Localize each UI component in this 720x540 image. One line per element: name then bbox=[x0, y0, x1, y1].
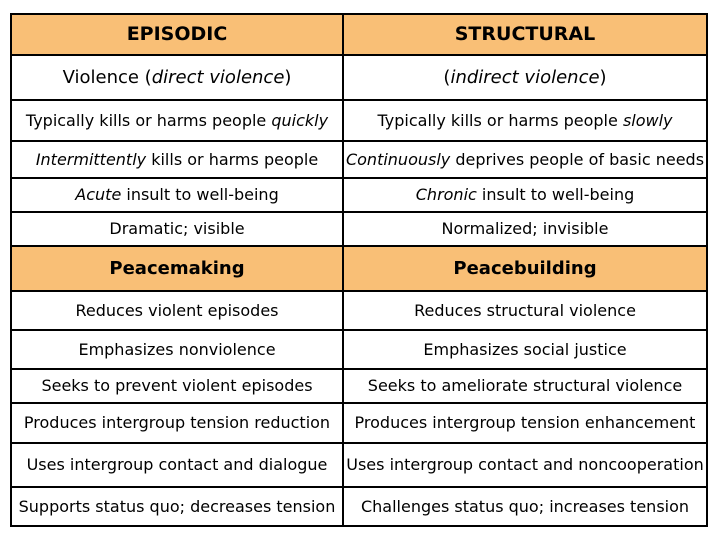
table-row bbox=[12, 213, 708, 247]
section-header-peacebuilding: Peacebuilding bbox=[344, 247, 708, 290]
header-row bbox=[12, 15, 708, 56]
table-cell-right bbox=[344, 142, 708, 177]
cell-suffix: insult to well-being bbox=[476, 185, 635, 205]
table-cell-left: Supports status quo; decreases tension bbox=[12, 488, 344, 525]
cell-italic: Acute bbox=[75, 185, 122, 205]
table-cell-left: Emphasizes nonviolence bbox=[12, 331, 344, 368]
table-row bbox=[12, 179, 708, 213]
subheader-row bbox=[12, 56, 708, 101]
subheader-left-suffix: ) bbox=[284, 66, 292, 88]
cell-italic: quickly bbox=[271, 110, 329, 130]
cell-prefix: Typically kills or harms people bbox=[25, 110, 272, 130]
section-header-peacemaking: Peacemaking bbox=[12, 247, 344, 290]
cell-italic: Intermittently bbox=[35, 149, 147, 169]
table-cell-right bbox=[344, 179, 708, 211]
table-cell-right: Emphasizes social justice bbox=[344, 331, 708, 368]
cell-suffix: deprives people of basic needs bbox=[450, 149, 705, 169]
table-cell-left bbox=[12, 101, 344, 140]
table-cell-right: Normalized; invisible bbox=[344, 213, 708, 245]
cell-italic: Continuously bbox=[345, 149, 451, 169]
table-row bbox=[12, 488, 708, 527]
comparison-table bbox=[10, 13, 708, 527]
table-cell-left: Dramatic; visible bbox=[12, 213, 344, 245]
table-cell-left bbox=[12, 142, 344, 177]
table-row bbox=[12, 101, 708, 142]
table-cell-right: Challenges status quo; increases tension bbox=[344, 488, 708, 525]
table-cell-left: Produces intergroup tension reduction bbox=[12, 404, 344, 442]
table-cell-left: Reduces violent episodes bbox=[12, 292, 344, 329]
table-cell-right bbox=[344, 101, 708, 140]
table-cell-right: Reduces structural violence bbox=[344, 292, 708, 329]
section-header-row bbox=[12, 247, 708, 292]
cell-italic: Chronic bbox=[415, 185, 477, 205]
table-row bbox=[12, 142, 708, 179]
table-cell-right: Uses intergroup contact and noncooperation bbox=[344, 444, 708, 486]
cell-prefix: Typically kills or harms people bbox=[377, 110, 623, 130]
table-row bbox=[12, 370, 708, 404]
subheader-left-italic: direct violence bbox=[151, 66, 285, 88]
table-cell-right: Seeks to ameliorate structural violence bbox=[344, 370, 708, 402]
subheader-right-italic: indirect violence bbox=[450, 66, 600, 88]
table-cell-left: Seeks to prevent violent episodes bbox=[12, 370, 344, 402]
cell-italic: slowly bbox=[622, 110, 673, 130]
table-row bbox=[12, 444, 708, 488]
table-row bbox=[12, 331, 708, 370]
subheader-direct-violence bbox=[12, 56, 344, 99]
subheader-indirect-violence bbox=[344, 56, 708, 99]
header-episodic: EPISODIC bbox=[12, 15, 344, 54]
subheader-left-prefix: Violence ( bbox=[62, 66, 152, 88]
header-structural: STRUCTURAL bbox=[344, 15, 708, 54]
table-cell-left bbox=[12, 179, 344, 211]
subheader-right-suffix: ) bbox=[599, 66, 607, 88]
table-row bbox=[12, 292, 708, 331]
subheader-right-prefix: ( bbox=[443, 66, 451, 88]
table-cell-left: Uses intergroup contact and dialogue bbox=[12, 444, 344, 486]
table-row bbox=[12, 404, 708, 444]
cell-suffix: insult to well-being bbox=[121, 185, 279, 205]
cell-suffix: kills or harms people bbox=[146, 149, 319, 169]
table-cell-right: Produces intergroup tension enhancement bbox=[344, 404, 708, 442]
